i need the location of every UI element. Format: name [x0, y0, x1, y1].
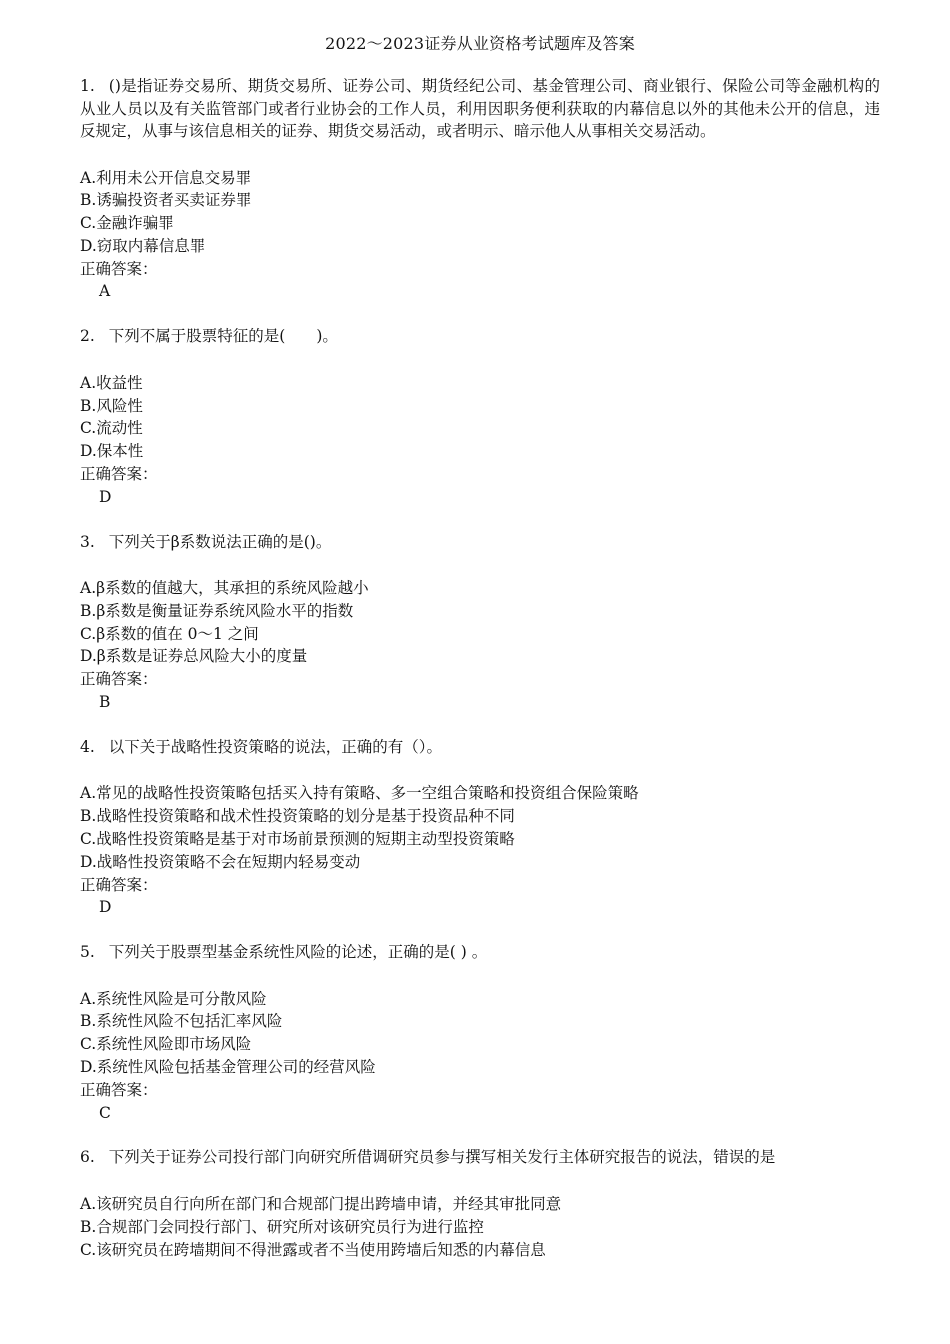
question-stem [80, 325, 880, 348]
option-a: A.系统性风险是可分散风险 [80, 989, 267, 1008]
option-list [80, 577, 880, 668]
question-5 [80, 941, 880, 1124]
document-title: 2022～2023证券从业资格考试题库及答案 [325, 34, 635, 53]
answer-label: 正确答案： [80, 464, 158, 483]
option-d: D.系统性风险包括基金管理公司的经营风险 [80, 1058, 376, 1077]
answer-label: 正确答案： [80, 670, 158, 689]
option-b: B.合规部门会同投行部门、研究所对该研究员行为进行监控 [80, 1217, 484, 1236]
question-stem [80, 1146, 880, 1169]
option-b: B.风险性 [80, 396, 143, 415]
answer-value: A [99, 282, 111, 301]
option-a: A.β系数的值越大，其承担的系统风险越小 [80, 579, 369, 598]
question-stem [80, 75, 880, 143]
question-stem [80, 736, 880, 759]
question-3 [80, 531, 880, 714]
option-b: B.战略性投资策略和战术性投资策略的划分是基于投资品种不同 [80, 807, 515, 826]
option-a: A.常见的战略性投资策略包括买入持有策略、多一空组合策略和投资组合保险策略 [80, 784, 639, 803]
question-number: 5. [80, 943, 95, 962]
question-stem [80, 531, 880, 554]
question-stem [80, 941, 880, 964]
option-c: C.战略性投资策略是基于对市场前景预测的短期主动型投资策略 [80, 829, 515, 848]
option-list [80, 1193, 880, 1261]
question-6 [80, 1146, 880, 1261]
question-number: 4. [80, 737, 95, 756]
option-list [80, 167, 880, 258]
option-d: D.战略性投资策略不会在短期内轻易变动 [80, 852, 361, 871]
option-c: C.β系数的值在 0～1 之间 [80, 624, 259, 643]
option-b: B.β系数是衡量证券系统风险水平的指数 [80, 601, 354, 620]
question-number: 3. [80, 532, 95, 551]
question-2 [80, 325, 880, 508]
answer-value: B [99, 693, 111, 712]
answer-label: 正确答案： [80, 259, 158, 278]
question-text: 以下关于战略性投资策略的说法，正确的有（）。 [108, 737, 443, 756]
answer-label: 正确答案： [80, 875, 158, 894]
document-page [80, 33, 880, 1283]
answer-value: D [99, 487, 112, 506]
option-c: C.流动性 [80, 419, 143, 438]
question-text: 下列关于证券公司投行部门向研究所借调研究员参与撰写相关发行主体研究报告的说法，错误的是 [108, 1148, 776, 1167]
option-d: D.β系数是证券总风险大小的度量 [80, 647, 308, 666]
option-c: C.系统性风险即市场风险 [80, 1035, 252, 1054]
option-list [80, 782, 880, 873]
question-number: 1. [80, 77, 95, 95]
option-list [80, 372, 880, 463]
answer-value: C [99, 1103, 111, 1122]
option-list [80, 988, 880, 1079]
option-c: C.该研究员在跨墙期间不得泄露或者不当使用跨墙后知悉的内幕信息 [80, 1240, 546, 1259]
option-a: A.收益性 [80, 373, 143, 392]
answer-label: 正确答案： [80, 1080, 158, 1099]
question-text: 下列关于β系数说法正确的是()。 [108, 532, 332, 551]
question-1 [80, 75, 880, 303]
question-text: 下列不属于股票特征的是( )。 [108, 327, 338, 346]
answer-value: D [99, 898, 112, 917]
option-d: D.窃取内幕信息罪 [80, 236, 206, 255]
question-4 [80, 736, 880, 919]
option-a: A.利用未公开信息交易罪 [80, 168, 252, 187]
option-b: B.诱骗投资者买卖证券罪 [80, 191, 252, 210]
question-number: 6. [80, 1148, 95, 1167]
option-a: A.该研究员自行向所在部门和合规部门提出跨墙申请，并经其审批同意 [80, 1194, 562, 1213]
option-c: C.金融诈骗罪 [80, 214, 174, 233]
question-number: 2. [80, 327, 95, 346]
option-d: D.保本性 [80, 442, 144, 461]
question-text: ()是指证券交易所、期货交易所、证券公司、期货经纪公司、基金管理公司、商业银行、保险公司等金融机构的从业人员以及有关监管部门或者行业协会的工作人员，利用因职务便利获取的内幕信息以外的其他未公开的信息，违反规定，从事与该信息相关的证券、期货交易活动，或者明示、暗示他人从事相关交易活动。 [80, 77, 880, 140]
option-b: B.系统性风险不包括汇率风险 [80, 1012, 283, 1031]
question-text: 下列关于股票型基金系统性风险的论述，正确的是( ) 。 [108, 943, 488, 962]
